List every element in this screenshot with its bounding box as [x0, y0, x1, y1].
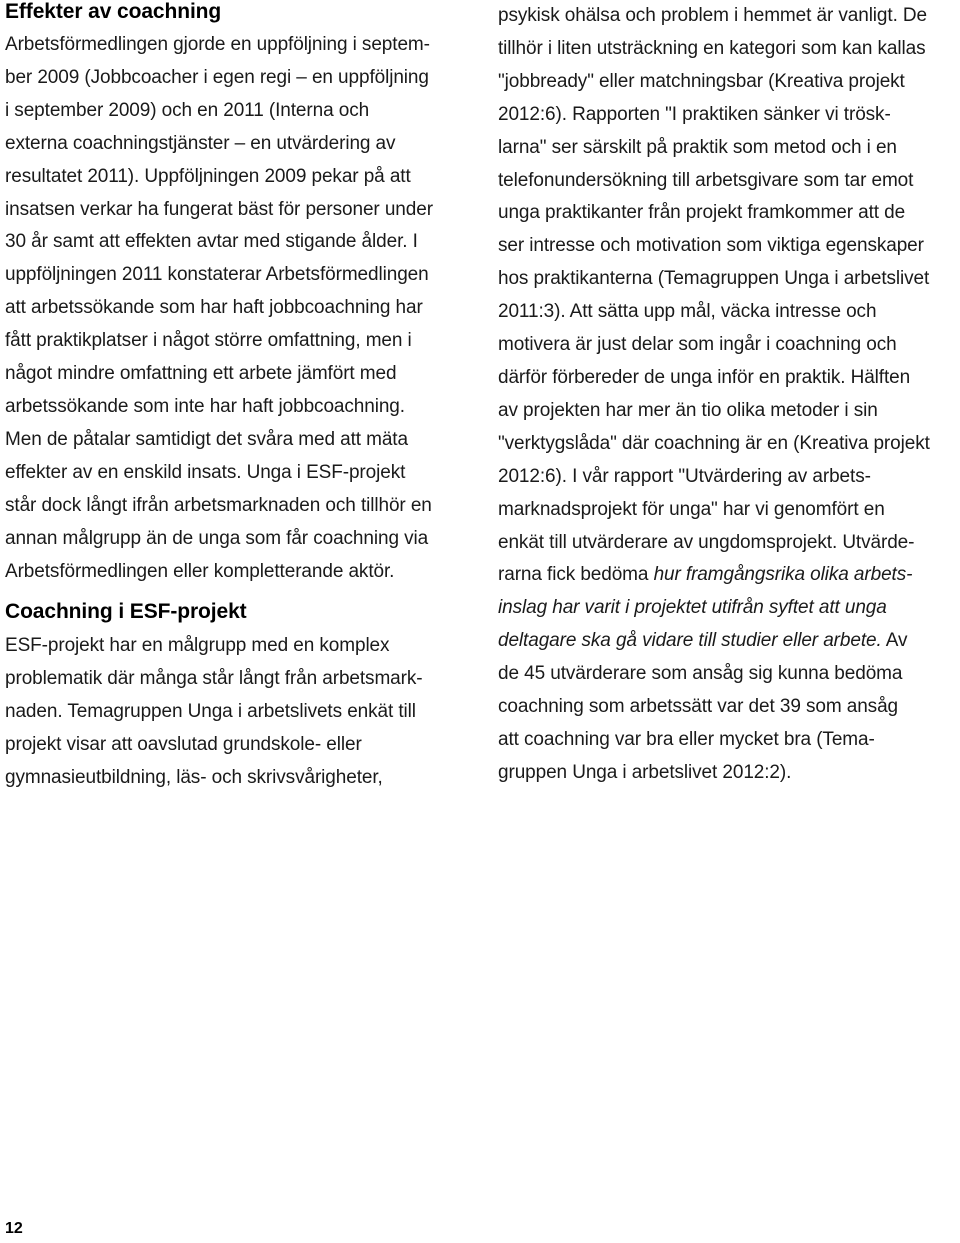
text-line: uppföljningen 2011 konstaterar Arbetsförmedlingen: [5, 264, 429, 286]
text-line: gruppen Unga i arbetslivet 2012:2).: [498, 761, 792, 783]
text-line: "jobbready" eller matchningsbar (Kreativa projekt: [498, 70, 905, 92]
right-column: [498, 0, 960, 790]
heading-coachning-i-esf-projekt: Coachning i ESF-projekt: [5, 600, 247, 624]
text-line: 2012:6). Rapporten "I praktiken sänker vi trösk-: [498, 103, 891, 125]
text-line: av projekten har mer än tio olika metoder i sin: [498, 399, 878, 421]
text-line: insatsen verkar ha fungerat bäst för personer under: [5, 198, 433, 220]
text-line: Men de påtalar samtidigt det svåra med att mäta: [5, 428, 408, 450]
text-line: tillhör i liten utsträckning en kategori som kan kallas: [498, 37, 926, 59]
text-line: coachning som arbetssätt var det 39 som ansåg: [498, 696, 899, 718]
text-line: att arbetssökande som har haft jobbcoachning har: [5, 297, 423, 319]
text-line: effekter av en enskild insats. Unga i ESF-projekt: [5, 461, 406, 483]
text-line-mixed: [498, 625, 960, 658]
text-line: något mindre omfattning ett arbete jämfört med: [5, 363, 397, 385]
italic-text-segment: deltagare ska gå vidare till studier eller arbete.: [498, 630, 882, 652]
text-line: ber 2009 (Jobbcoacher i egen regi – en uppföljning: [5, 66, 429, 88]
left-column: [5, 0, 470, 795]
text-line: gymnasieutbildning, läs- och skrivsvårigheter,: [5, 767, 383, 789]
text-line: motivera är just delar som ingår i coachning och: [498, 334, 897, 356]
text-line: 2011:3). Att sätta upp mål, väcka intresse och: [498, 301, 877, 323]
text-line: i september 2009) och en 2011 (Interna och: [5, 99, 370, 121]
text-line: 30 år samt att effekten avtar med stigande ålder. I: [5, 231, 418, 253]
italic-text-segment: hur framgångsrika olika arbets-: [653, 564, 913, 586]
text-line: telefonundersökning till arbetsgivare som tar emot: [498, 169, 914, 191]
heading-effekter-av-coachning: Effekter av coachning: [5, 0, 222, 23]
text-line: problematik där många står långt från arbetsmark-: [5, 668, 423, 690]
text-line: "verktygslåda" där coachning är en (Kreativa projekt: [498, 432, 930, 454]
text-line: marknadsprojekt för unga" har vi genomfört en: [498, 498, 885, 520]
text-line: enkät till utvärderare av ungdomsprojekt. Utvärde-: [498, 531, 915, 553]
text-line: Arbetsförmedlingen gjorde en uppföljning i septem-: [5, 34, 430, 55]
text-line: står dock långt ifrån arbetsmarknaden och tillhör en: [5, 494, 432, 516]
text-line: Arbetsförmedlingen eller kompletterande aktör.: [5, 560, 395, 582]
text-line: hos praktikanterna (Temagruppen Unga i arbetslivet: [498, 268, 930, 290]
text-line: annan målgrupp än de unga som får coachning via: [5, 527, 429, 549]
text-line: arbetssökande som inte har haft jobbcoachning.: [5, 395, 405, 417]
text-line: ESF-projekt har en målgrupp med en komplex: [5, 635, 390, 657]
paragraph-effekter: [5, 29, 470, 588]
paragraph-esf: [5, 630, 470, 795]
text-line: ser intresse och motivation som viktiga egenskaper: [498, 235, 924, 257]
text-line: de 45 utvärderare som ansåg sig kunna bedöma: [498, 663, 903, 685]
text-line: fått praktikplatser i något större omfattning, men i: [5, 330, 412, 352]
text-line: psykisk ohälsa och problem i hemmet är vanligt. De: [498, 5, 928, 26]
text-line: projekt visar att oavslutad grundskole- eller: [5, 734, 362, 756]
italic-text-line: inslag har varit i projektet utifrån syftet att unga: [498, 597, 887, 619]
page-number: 12: [5, 1220, 23, 1237]
text-segment: Av: [881, 630, 908, 652]
text-line: att coachning var bra eller mycket bra (Tema-: [498, 728, 875, 750]
text-line: externa coachningstjänster – en utvärdering av: [5, 132, 396, 154]
text-line: resultatet 2011). Uppföljningen 2009 pekar på att: [5, 165, 411, 187]
text-line: 2012:6). I vår rapport "Utvärdering av arbets-: [498, 465, 871, 487]
text-line: unga praktikanter från projekt framkommer att de: [498, 202, 906, 224]
text-line: därför förbereder de unga inför en praktik. Hälften: [498, 366, 911, 388]
text-line: larna" ser särskilt på praktik som metod och i en: [498, 136, 897, 158]
text-line: naden. Temagruppen Unga i arbetslivets enkät till: [5, 701, 416, 723]
text-segment: rarna fick bedöma: [498, 564, 654, 586]
text-line-mixed: [498, 559, 960, 592]
